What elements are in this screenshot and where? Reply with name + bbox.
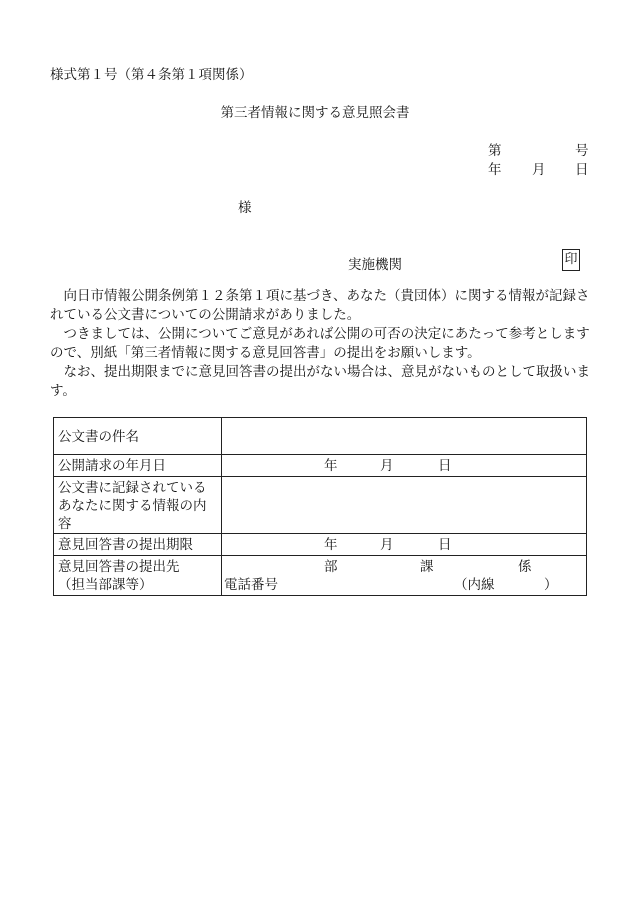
number-suffix: 号 [575,143,589,159]
request-date-label: 公開請求の年月日 [54,455,222,477]
extension-open: （内線 [454,577,495,593]
table-row [54,477,587,534]
related-info-field [222,477,587,534]
paragraph-2: つきましては、公開についてご意見があれば公開の可否の決定にあたって参考としますので、別紙「第三者情報に関する意見回答書」の提出をお願いします。 [50,326,590,361]
dept-ka: 課 [420,559,434,575]
table-row [54,556,587,596]
submit-to-label-line2: （担当部課等） [58,577,153,593]
dept-kakari: 係 [518,559,532,575]
submit-to-field [222,556,587,596]
submit-to-label [54,556,222,596]
deadline-day: 日 [438,537,452,553]
table-row [54,534,587,556]
document-title: 第三者情報に関する意見照会書 [220,105,410,121]
paragraph-3: なお、提出期限までに意見回答書の提出がない場合は、意見がないものとして取扱います。 [50,364,590,399]
seal-box: 印 [562,249,580,271]
addressee-suffix: 様 [238,200,252,216]
deadline-label: 意見回答書の提出期限 [54,534,222,556]
phone-label: 電話番号 [224,577,278,593]
issuer-label: 実施機関 [348,257,402,273]
deadline-field [222,534,587,556]
extension-close: ） [544,577,558,593]
header-year: 年 [488,162,502,178]
number-prefix: 第 [488,143,502,159]
header-month: 月 [532,162,546,178]
table-row [54,418,587,455]
form-number: 様式第１号（第４条第１項関係） [50,67,253,83]
request-year: 年 [324,458,338,474]
request-day: 日 [438,458,452,474]
dept-bu: 部 [324,559,338,575]
deadline-year: 年 [324,537,338,553]
body-text [50,287,590,401]
paragraph-1: 向日市情報公開条例第１２条第１項に基づき、あなた（貴団体）に関する情報が記録されている公文書についての公開請求がありました。 [50,288,590,323]
header-day: 日 [575,162,589,178]
table-row [54,455,587,477]
request-date-field [222,455,587,477]
info-table [53,417,587,596]
document-name-field [222,418,587,455]
submit-to-label-line1: 意見回答書の提出先 [58,559,180,575]
related-info-label: 公文書に記録されているあなたに関する情報の内容 [54,477,222,534]
document-name-label: 公文書の件名 [54,418,222,455]
request-month: 月 [380,458,394,474]
deadline-month: 月 [380,537,394,553]
